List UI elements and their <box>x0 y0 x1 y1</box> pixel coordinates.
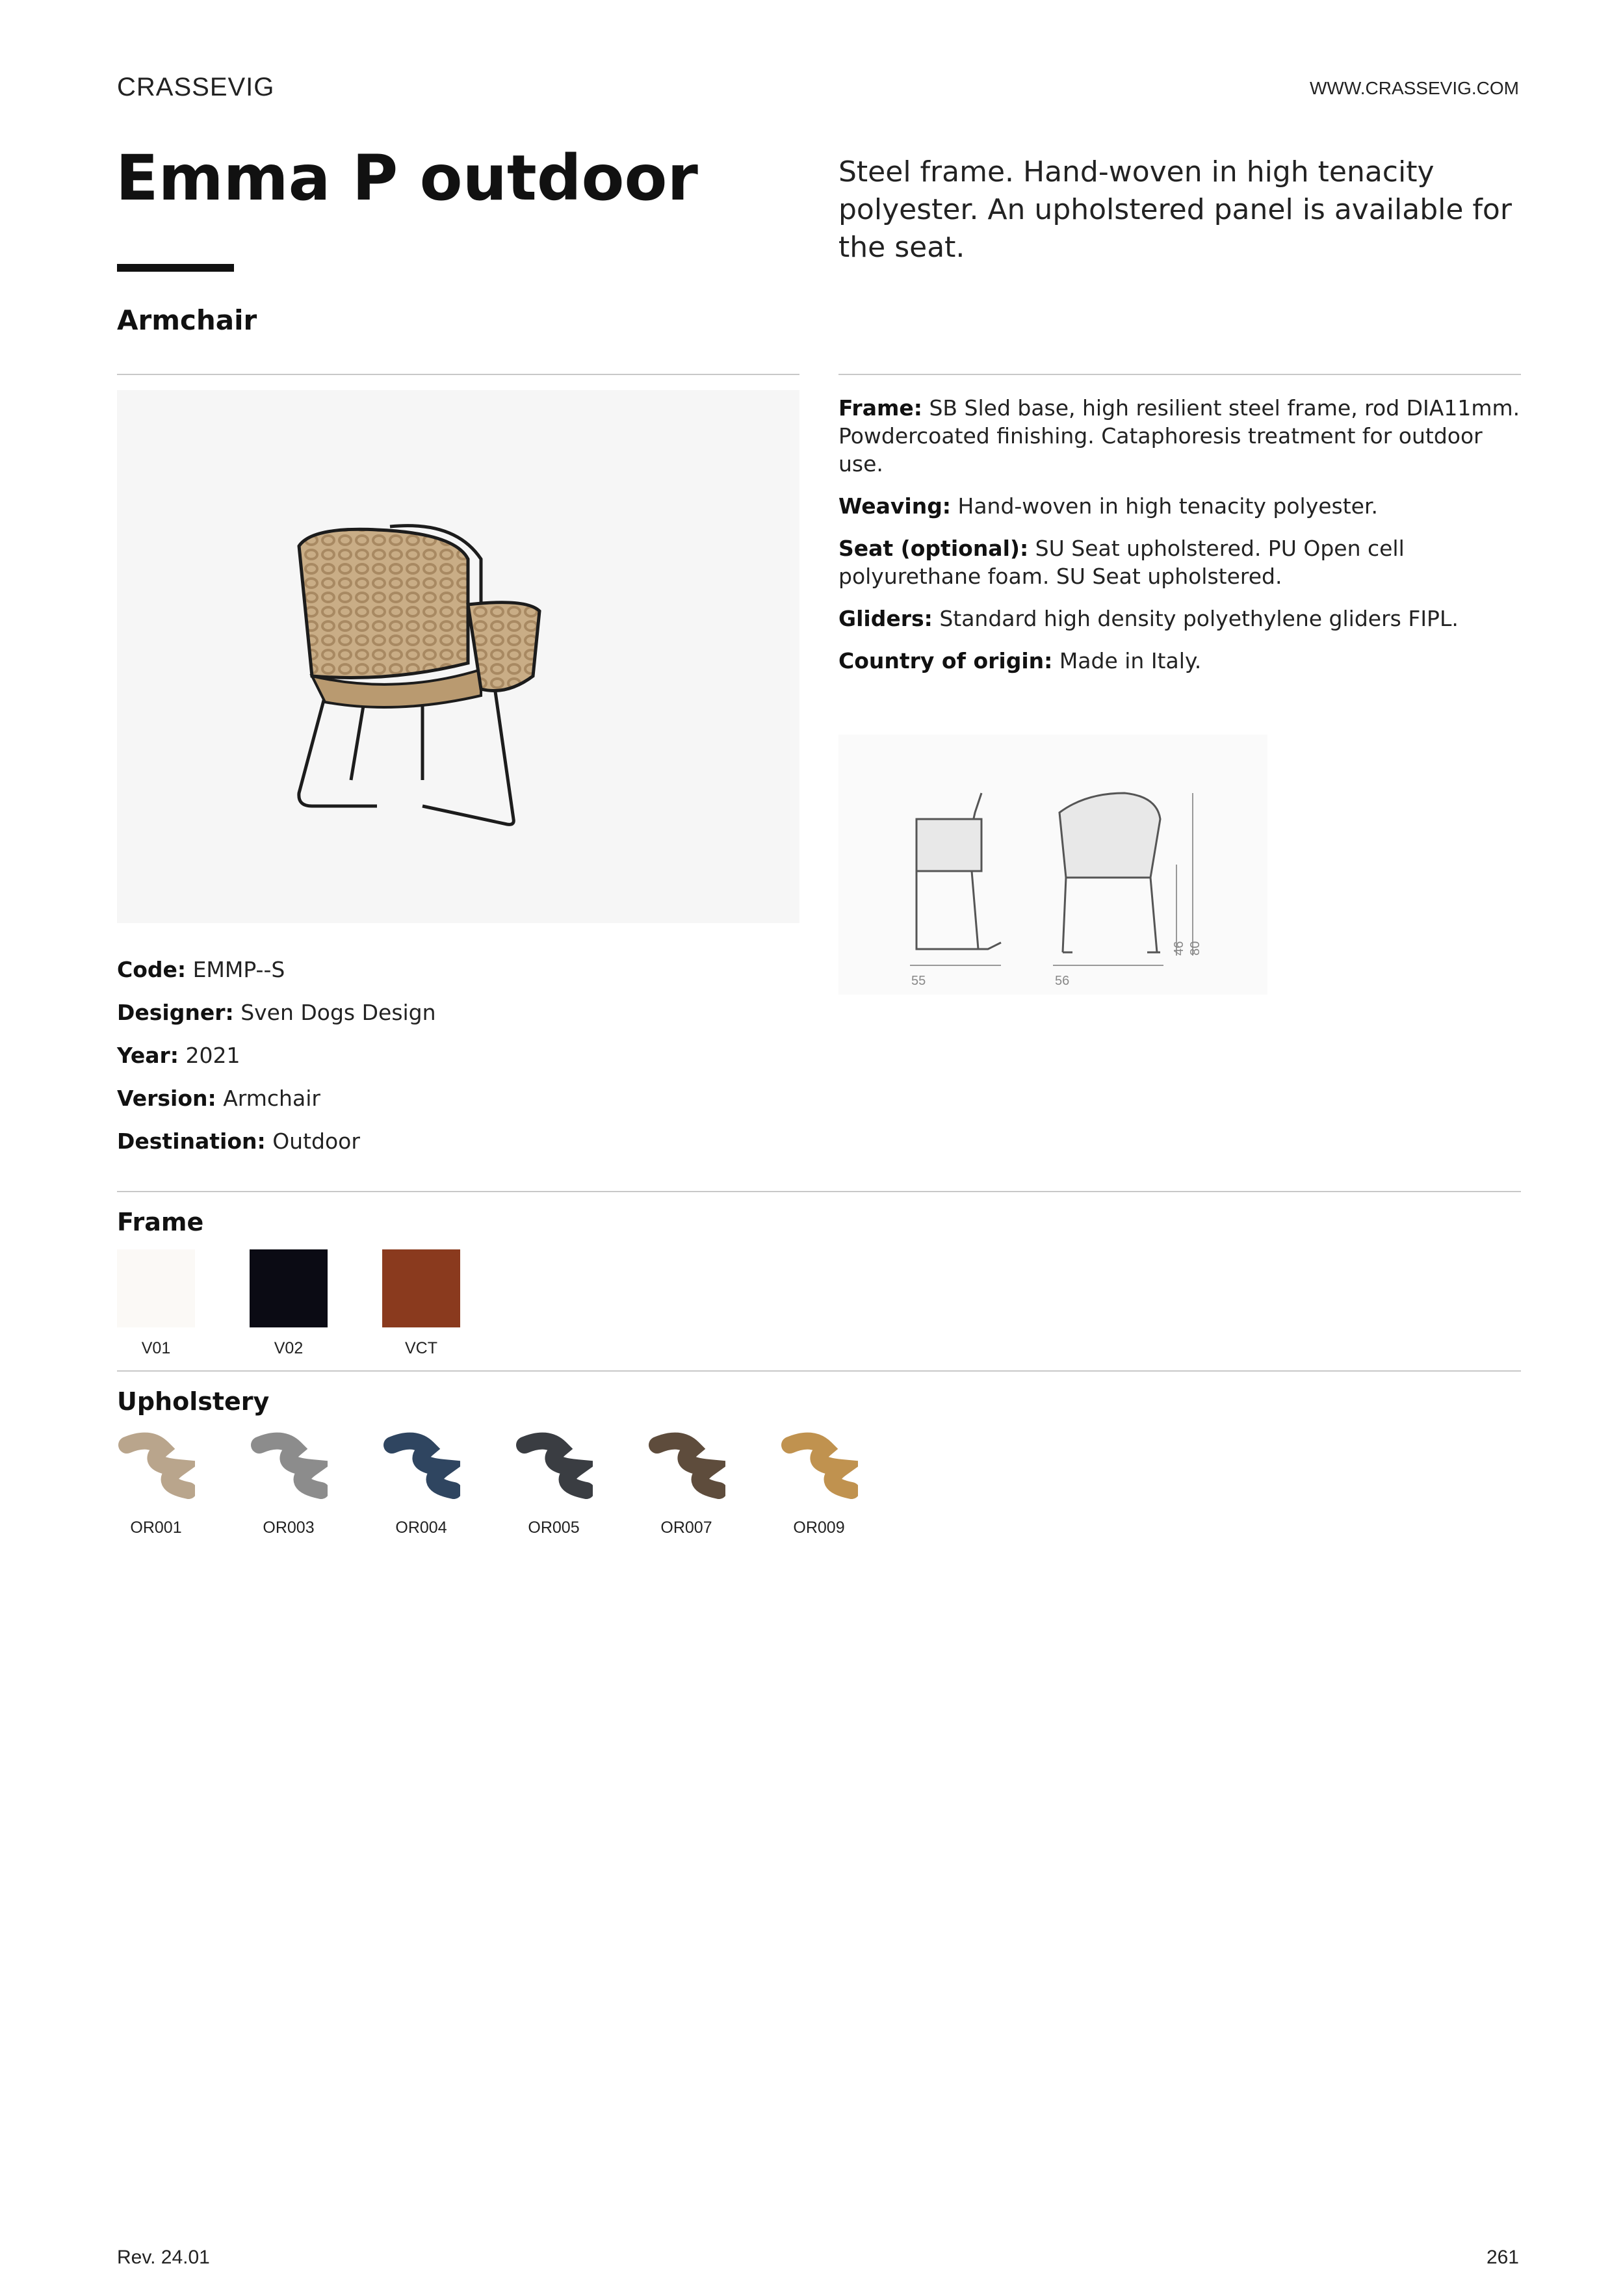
info-value: EMMP--S <box>186 957 285 982</box>
upholstery-swatch[interactable] <box>780 1429 913 1537</box>
page-number: 261 <box>1486 2247 1519 2268</box>
spec-seat <box>838 534 1521 590</box>
website-url[interactable]: WWW.CRASSEVIG.COM <box>1310 78 1519 98</box>
spec-text: SU Seat upholstered. PU Open cell polyurethane foam. SU Seat upholstered. <box>838 536 1405 589</box>
swatch-code: VCT <box>405 1339 437 1357</box>
rope-swatch-icon <box>382 1429 460 1507</box>
upholstery-swatch[interactable] <box>515 1429 647 1537</box>
info-value: Armchair <box>216 1086 320 1111</box>
swatch-code: V02 <box>274 1339 304 1357</box>
info-label: Designer: <box>117 1000 234 1025</box>
info-label: Year: <box>117 1043 179 1068</box>
spec-label: Seat (optional): <box>838 536 1029 561</box>
dimension-drawing <box>838 735 1267 995</box>
armchair-illustration <box>117 390 799 923</box>
spec-text: Standard high density polyethylene gliders FIPL. <box>932 606 1459 631</box>
info-designer <box>117 998 436 1026</box>
seat-height-dimension: 46 <box>1172 941 1186 956</box>
product-intro: Steel frame. Hand-woven in high tenacity polyester. An upholstered panel is available for the seat. <box>838 155 1512 264</box>
info-label: Destination: <box>117 1128 266 1154</box>
divider-left <box>117 374 799 375</box>
info-label: Version: <box>117 1086 216 1111</box>
spec-frame <box>838 394 1521 478</box>
product-title: Emma P outdoor <box>116 142 698 215</box>
info-value: Outdoor <box>265 1128 360 1154</box>
height-dimension: 80 <box>1188 941 1202 956</box>
swatch-chip <box>250 1249 328 1327</box>
spec-origin <box>838 647 1521 675</box>
swatch-code: OR009 <box>793 1519 845 1537</box>
depth-dimension: 55 <box>911 974 926 988</box>
frame-swatches <box>117 1249 515 1358</box>
spec-label: Gliders: <box>838 606 933 631</box>
upholstery-swatches <box>117 1429 913 1537</box>
product-type: Armchair <box>117 304 257 336</box>
upholstery-swatch[interactable] <box>647 1429 780 1537</box>
swatch-code: OR001 <box>130 1519 182 1537</box>
spec-text: Made in Italy. <box>1052 648 1202 673</box>
rope-swatch-icon <box>250 1429 328 1507</box>
info-destination <box>117 1127 436 1155</box>
product-info <box>117 956 436 1170</box>
divider-right <box>838 374 1521 375</box>
product-photo <box>117 390 799 923</box>
swatch-code: V01 <box>141 1339 171 1357</box>
frame-swatch[interactable] <box>250 1249 382 1358</box>
upholstery-swatch[interactable] <box>250 1429 382 1537</box>
upholstery-swatch[interactable] <box>382 1429 515 1537</box>
info-value: Sven Dogs Design <box>233 1000 436 1025</box>
technical-drawing <box>838 735 1267 995</box>
spec-label: Weaving: <box>838 493 952 519</box>
spec-text: Hand-woven in high tenacity polyester. <box>951 493 1378 519</box>
frame-section-title: Frame <box>117 1208 204 1236</box>
rope-swatch-icon <box>515 1429 593 1507</box>
info-code <box>117 956 436 984</box>
frame-swatch[interactable] <box>382 1249 515 1358</box>
spec-list <box>838 394 1521 689</box>
frame-swatch[interactable] <box>117 1249 250 1358</box>
info-label: Code: <box>117 957 187 982</box>
rope-swatch-icon <box>117 1429 195 1507</box>
spec-gliders <box>838 605 1521 633</box>
upholstery-swatch[interactable] <box>117 1429 250 1537</box>
spec-label: Country of origin: <box>838 648 1053 673</box>
spec-weaving <box>838 492 1521 520</box>
rope-swatch-icon <box>780 1429 858 1507</box>
width-dimension: 56 <box>1055 974 1070 988</box>
brand-logo: CRASSEVIG <box>117 73 275 101</box>
info-value: 2021 <box>179 1043 240 1068</box>
spec-label: Frame: <box>838 395 922 421</box>
title-underline <box>117 264 234 272</box>
upholstery-section-title: Upholstery <box>117 1387 270 1416</box>
divider-upholstery <box>117 1370 1521 1372</box>
swatch-code: OR003 <box>263 1519 315 1537</box>
revision-label: Rev. 24.01 <box>117 2247 210 2268</box>
swatch-code: OR005 <box>528 1519 580 1537</box>
swatch-code: OR007 <box>660 1519 712 1537</box>
info-version <box>117 1084 436 1112</box>
swatch-chip <box>382 1249 460 1327</box>
spec-text: SB Sled base, high resilient steel frame, rod DIA11mm. Powdercoated finishing. Cataphoresis treatment for outdoor use. <box>838 395 1520 476</box>
rope-swatch-icon <box>647 1429 725 1507</box>
swatch-chip <box>117 1249 195 1327</box>
swatch-code: OR004 <box>395 1519 447 1537</box>
info-year <box>117 1041 436 1069</box>
divider-frame <box>117 1191 1521 1192</box>
